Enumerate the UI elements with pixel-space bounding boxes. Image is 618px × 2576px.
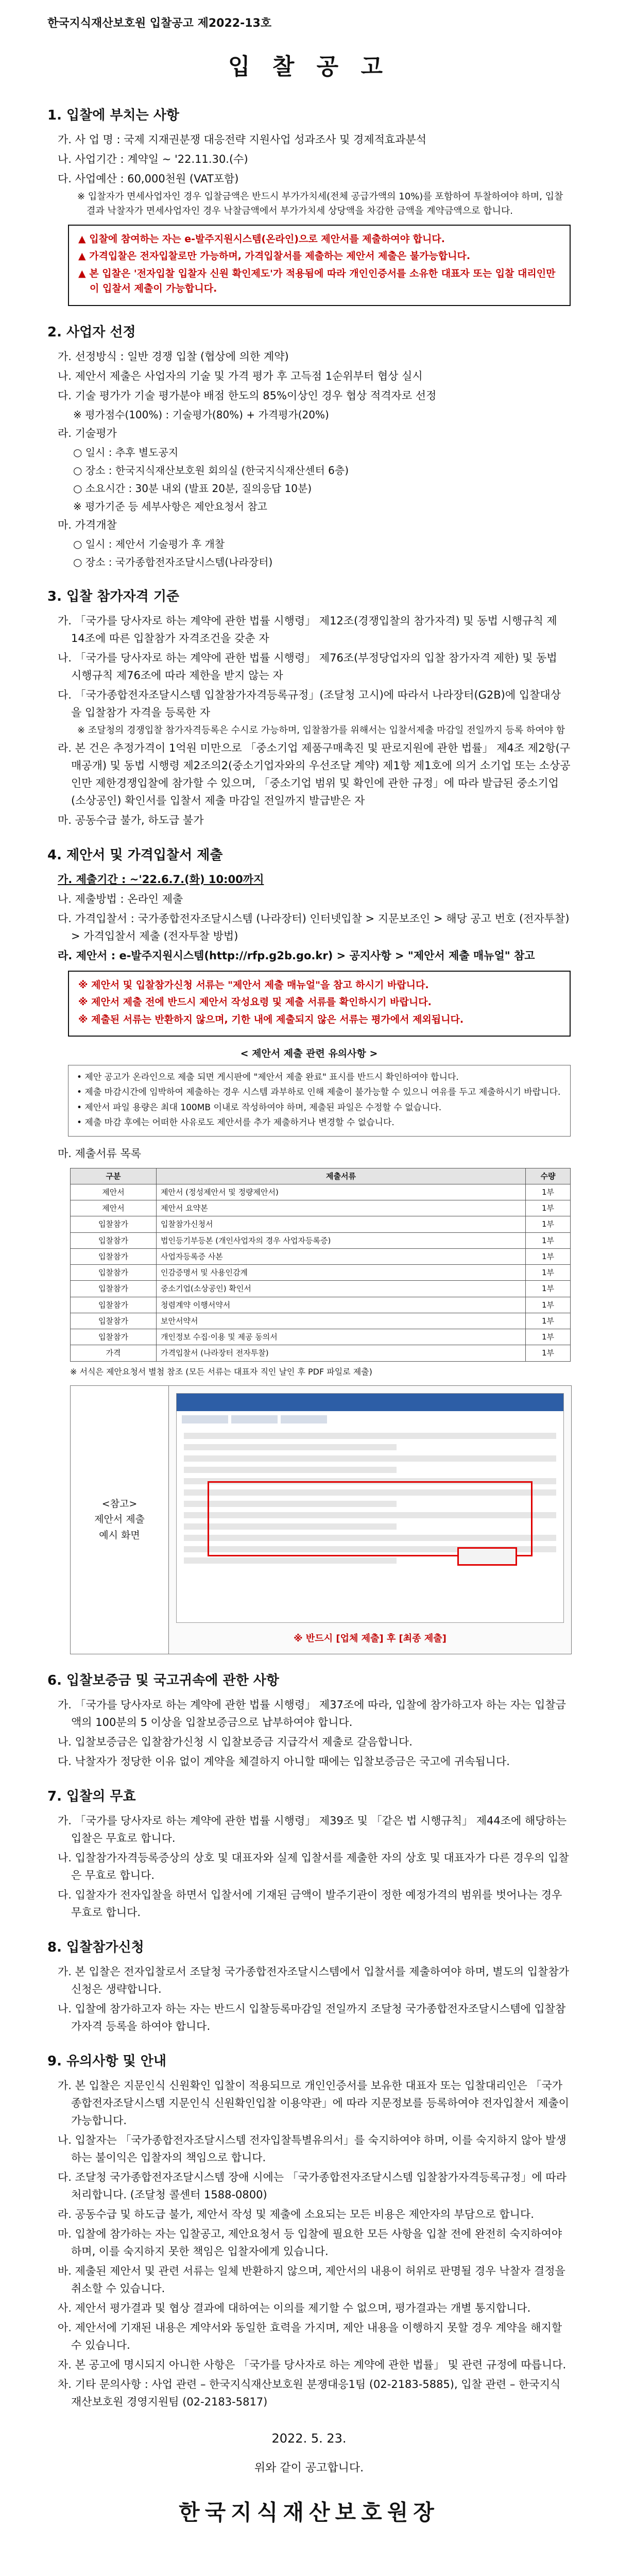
guide-line: • 제안 공고가 온라인으로 제출 되면 게시판에 "제안서 제출 완료" 표시를 반드시 확인하여야 합니다. [77,1072,459,1083]
section-title: 1. 입찰에 부치는 사항 [47,108,180,123]
text-line: 다. 사업예산 : 60,000천원 (VAT포함) [58,173,239,185]
column-header: 구분 [71,1168,157,1184]
table-cell: 입찰참가 [71,1281,157,1297]
figure-caption-line: <참고> [101,1498,138,1510]
text-line: 가. 본 입찰은 지문인식 신원확인 입찰이 적용되므로 개인인증서를 보유한 대표자 또는 입찰대리인은 「국가종합전자조달시스템 지문인식 신원확인입찰 이용약관」에 따라 지문정보를 등록하여야 전자입찰서 제출이 가능합니다. [58,2079,569,2127]
text-line: 사. 제안서 평가결과 및 협상 결과에 대하여는 이의를 제기할 수 없으며, 평가결과는 개별 통지합니다. [58,2301,531,2314]
table-cell: 가격 [71,1345,157,1361]
screenshot-row [184,1455,556,1462]
figure-caption-line: 예시 화면 [99,1529,140,1541]
list-title: 마. 제출서류 목록 [58,1147,142,1160]
table-cell: 청렴계약 이행서약서 [157,1297,526,1313]
column-header: 제출서류 [157,1168,526,1184]
table-cell: 제안서 (정성제안서 및 정량제안서) [157,1184,526,1200]
table-cell: 입찰참가 [71,1297,157,1313]
table-row [71,1345,571,1361]
table-row [71,1248,571,1264]
table-cell: 입찰참가 [71,1329,157,1345]
screenshot-highlight-box [208,1481,533,1556]
table-cell: 1부 [526,1184,571,1200]
table-cell: 입찰참가 [71,1216,157,1232]
sub-line: ○ 일시 : 제안서 기술평가 후 개찰 [73,537,225,550]
table-row [71,1329,571,1345]
table-cell: 입찰참가 [71,1313,157,1329]
text-line: 다. 조달청 국가종합전자조달시스템 장애 시에는 「국가종합전자조달시스템 입찰참가자격등록규정」에 따라 처리합니다. (조달청 콜센터 1588-0800) [58,2171,566,2201]
table-cell: 법인등기부등본 (개인사업자의 경우 사업자등록증) [157,1232,526,1248]
text-line: 나. 입찰보증금은 입찰참가신청 시 입찰보증금 지급각서 제출로 갈음합니다. [58,1735,413,1748]
sub-line: ※ 평가기준 등 세부사항은 제안요청서 참고 [73,500,267,513]
sub-line: ○ 일시 : 추후 별도공지 [73,446,179,459]
documents-table [70,1168,571,1362]
table-row [71,1313,571,1329]
text-line: 다. 낙찰자가 정당한 이유 없이 계약을 체결하지 아니할 때에는 입찰보증금은 국고에 귀속됩니다. [58,1755,510,1768]
guide-line: • 제출 마감시간에 임박하여 제출하는 경우 시스템 과부하로 인해 제출이 불가능할 수 있으니 여유를 두고 제출하시기 바랍니다. [77,1087,561,1098]
section-submission [47,844,571,1654]
guide-line: • 제출 마감 후에는 어떠한 사유로도 제안서를 추가 제출하거나 변경할 수 없습니다. [77,1117,394,1128]
table-cell: 1부 [526,1297,571,1313]
figure-caption [71,1386,169,1654]
notice-line: ※ 제안서 및 입찰참가신청 서류는 "제안서 제출 매뉴얼"을 참고 하시기 바랍니다. [78,979,429,991]
text-line: 라. 제안서 : e-발주지원시스템(http://rfp.g2b.go.kr) > 공지사항 > "제안서 제출 매뉴얼" 참고 [58,949,535,962]
table-cell: 제안서 [71,1200,157,1216]
text-line: 나. 입찰자는 「국가종합전자조달시스템 전자입찰특별유의서」를 숙지하여야 하며, 이를 숙지하지 않아 발생하는 불이익은 입찰자의 책임으로 합니다. [58,2133,566,2164]
screenshot-frame [176,1393,564,1623]
text-line: 나. 제출방법 : 온라인 제출 [58,892,183,905]
text-line: 자. 본 공고에 명시되지 아니한 사항은 「국가를 당사자로 하는 계약에 관한 법률」 및 관련 규정에 따릅니다. [58,2358,566,2371]
table-cell: 1부 [526,1265,571,1281]
section-title: 8. 입찰참가신청 [47,1939,144,1955]
table-row [71,1216,571,1232]
page-title: 입 찰 공 고 [228,54,390,80]
table-cell: 인감증명서 및 사용인감계 [157,1265,526,1281]
text-line: 라. 본 건은 추정가격이 1억원 미만으로 「중소기업 제품구매촉진 및 판로지원에 관한 법률」 제4조 제2항(구매공개) 및 동법 시행령 제2조의2(중소기업자와의 우선조달 계약) 제1항 제1호에 의거 소기업 또는 소상공인만 제한경쟁입찰에 참가할 수 있으며, 「중소기업 범위 및 확인에 관한 규정」에 따라 발급된 중소기업(소상공인) 확인서를 입찰서 제출 마감일 전일까지 발급받은 자 [58,741,571,807]
table-cell: 1부 [526,1200,571,1216]
table-header-row [71,1168,571,1184]
text-line: 가. 「국가를 당사자로 하는 계약에 관한 법률 시행령」 제37조에 따라, 입찰에 참가하고자 하는 자는 입찰금액의 100분의 5 이상을 입찰보증금으로 납부하여야 합니다. [58,1698,566,1728]
notice-box [68,971,571,1037]
notice-line: ※ 제출된 서류는 반환하지 않으며, 기한 내에 제출되지 않은 서류는 평가에서 제외됩니다. [78,1013,464,1025]
issuer-name: 한국지식재산보호원장 [179,2500,439,2525]
text-line: 다. 「국가종합전자조달시스템 입찰참가자격등록규정」(조달청 고시)에 따라서 나라장터(G2B)에 입찰대상을 입찰참가 자격을 등록한 자 [58,688,561,719]
table-row [71,1281,571,1297]
section-bid-items [47,105,571,306]
notice-line: ▲ 가격입찰은 전자입찰로만 가능하며, 가격입찰서를 제출하는 제안서 제출은 불가능합니다. [78,250,471,262]
document-number: 한국지식재산보호원 입찰공고 제2022-13호 [47,17,272,30]
table-footnote: ※ 서식은 제안요청서 별첨 참조 (모든 서류는 대표자 직인 날인 후 PDF 파일로 제출) [70,1366,372,1377]
text-line: 나. 입찰참가자격등록증상의 상호 및 대표자와 실제 입찰서를 제출한 자의 상호 및 대표자가 다른 경우의 입찰은 무효로 합니다. [58,1851,569,1882]
table-cell: 사업자등록증 사본 [157,1248,526,1264]
note-line: ※ 입찰자가 면세사업자인 경우 입찰금액은 반드시 부가가치세(전체 공급가액의 10%)를 포함하여 투찰하여야 하며, 입찰결과 낙찰자가 면세사업자인 경우 낙찰금액에서 부가가치세 상당액을 차감한 금액을 계약금액으로 합니다. [77,191,563,216]
text-line: 차. 기타 문의사항 : 사업 관련 – 한국지식재산보호원 분쟁대응1팀 (02-2183-5885), 입찰 관련 – 한국지식재산보호원 경영지원팀 (02-2183-5817) [58,2378,561,2408]
table-row [71,1184,571,1200]
screenshot-row [184,1467,397,1473]
text-line: 가. 사 업 명 : 국제 지재권분쟁 대응전략 지원사업 성과조사 및 경제적효과분석 [58,133,427,146]
text-line: 바. 제출된 제안서 및 관련 서류는 일체 반환하지 않으며, 제안서의 내용이 허위로 판명될 경우 낙찰자 결정을 취소할 수 있습니다. [58,2264,565,2295]
section-title: 7. 입찰의 무효 [47,1788,136,1804]
text-line: 나. 사업기간 : 계약일 ~ '22.11.30.(수) [58,153,248,166]
section-selection [47,321,571,570]
table-cell: 제안서 [71,1184,157,1200]
text-line: 가. 「국가를 당사자로 하는 계약에 관한 법률 시행령」 제12조(경쟁입찰의 참가자격) 및 동법 시행규칙 제14조에 따른 입찰참가 자격조건을 갖춘 자 [58,614,557,645]
table-cell: 입찰참가 [71,1265,157,1281]
text-line: 마. 가격개찰 [58,518,117,531]
notice-box [68,225,571,306]
notice-line: ▲ 입찰에 참여하는 자는 e-발주지원시스템(온라인)으로 제안서를 제출하여야 합니다. [78,233,445,245]
text-line: 나. 제안서 제출은 사업자의 기술 및 가격 평가 후 고득점 1순위부터 협상 실시 [58,369,423,382]
text-line: 다. 기술 평가가 기술 평가분야 배점 한도의 85%이상인 경우 협상 적격자로 선정 [58,389,437,402]
table-cell: 개인정보 수집·이용 및 제공 동의서 [157,1329,526,1345]
table-row [71,1297,571,1313]
table-row [71,1265,571,1281]
table-cell: 1부 [526,1345,571,1361]
submission-deadline: 가. 제출기간 : ~'22.6.7.(화) 10:00까지 [58,873,264,886]
section-title: 4. 제안서 및 가격입찰서 제출 [47,847,223,863]
notice-line: ※ 제안서 제출 전에 반드시 제안서 작성요령 및 제출 서류를 확인하시기 바랍니다. [78,996,432,1008]
screenshot-row [184,1433,556,1439]
section-bid-bond [47,1670,571,1770]
screenshot-row [184,1557,397,1564]
sub-line: ○ 소요시간 : 30분 내외 (발표 20분, 질의응답 10분) [73,482,312,495]
screenshot-header-bar [177,1394,563,1411]
text-line: 라. 기술평가 [58,427,117,439]
section-registration [47,1937,571,2035]
table-cell: 1부 [526,1216,571,1232]
table-cell: 1부 [526,1281,571,1297]
text-line: 나. 입찰에 참가하고자 하는 자는 반드시 입찰등록마감일 전일까지 조달청 국가종합전자조달시스템에 입찰참가자격 등록을 하여야 합니다. [58,2002,566,2032]
section-eligibility [47,586,571,829]
screenshot-tab [231,1415,278,1423]
screenshot-row [184,1444,397,1450]
figure-note: ※ 반드시 [업체 제출] 후 [최종 제출] [294,1633,447,1644]
text-line: 다. 입찰자가 전자입찰을 하면서 입찰서에 기재된 금액이 발주기관이 정한 예정가격의 범위를 벗어나는 경우 무효로 합니다. [58,1888,562,1919]
screenshot-tabs [177,1411,563,1428]
table-cell: 중소기업(소상공인) 확인서 [157,1281,526,1297]
table-row [71,1200,571,1216]
table-cell: 입찰참가 [71,1248,157,1264]
text-line: 가. 선정방식 : 일반 경쟁 입찰 (협상에 의한 계약) [58,350,289,363]
table-cell: 1부 [526,1313,571,1329]
screenshot-tab [182,1415,228,1423]
table-row [71,1232,571,1248]
text-line: 가. 「국가를 당사자로 하는 계약에 관한 법률 시행령」 제39조 및 「같은 법 시행규칙」 제44조에 해당하는 입찰은 무효로 합니다. [58,1814,567,1844]
table-cell: 1부 [526,1248,571,1264]
text-line: 가. 본 입찰은 전자입찰로서 조달청 국가종합전자조달시스템에서 입찰서를 제출하여야 하며, 별도의 입찰참가신청은 생략합니다. [58,1965,569,1995]
sub-line: ○ 장소 : 한국지식재산보호원 회의실 (한국지식재산센터 6층) [73,464,349,477]
screenshot-submit-button-highlight [457,1547,517,1566]
guide-box [68,1065,571,1137]
text-line: 마. 공동수급 불가, 하도급 불가 [58,814,204,826]
section-title: 6. 입찰보증금 및 국고귀속에 관한 사항 [47,1672,279,1688]
sub-line: ○ 장소 : 국가종합전자조달시스템(나라장터) [73,555,273,568]
guide-line: • 제안서 파일 용량은 최대 100MB 이내로 작성하여야 하며, 제출된 파일은 수정할 수 없습니다. [77,1102,442,1113]
note-line: ※ 조달청의 경쟁입찰 참가자격등록은 수시로 가능하며, 입찰참가를 위해서는 입찰서제출 마감일 전일까지 등록 하여야 함 [77,724,565,736]
sub-line: ※ 평가점수(100%) : 기술평가(80%) + 가격평가(20%) [73,408,329,421]
section-title: 2. 사업자 선정 [47,324,136,340]
section-title: 9. 유의사항 및 안내 [47,2053,166,2069]
text-line: 나. 「국가를 당사자로 하는 계약에 관한 법률 시행령」 제76조(부정당업자의 입찰 참가자격 제한) 및 동법 시행규칙 제76조에 따라 제한을 받지 않는 자 [58,651,557,682]
table-cell: 입찰참가신청서 [157,1216,526,1232]
figure-caption-line: 제안서 제출 [94,1514,145,1526]
table-cell: 제안서 요약본 [157,1200,526,1216]
notice-line: ▲ 본 입찰은 '전자입찰 입찰자 신원 확인제도'가 적용됨에 따라 개인인증서를 소유한 대표자 또는 입찰 대리인만이 입찰서 제출이 가능합니다. [78,267,556,295]
text-line: 라. 공동수급 및 하도급 불가, 제안서 작성 및 제출에 소요되는 모든 비용은 제안자의 부담으로 합니다. [58,2208,534,2221]
text-line: 마. 입찰에 참가하는 자는 입찰공고, 제안요청서 등 입찰에 필요한 모든 사항을 입찰 전에 완전히 숙지하여야 하며, 이를 숙지하지 못한 책임은 입찰자에게 있습니다. [58,2227,562,2258]
table-cell: 보안서약서 [157,1313,526,1329]
table-cell: 가격입찰서 (나라장터 전자투찰) [157,1345,526,1361]
submission-example-figure [70,1385,572,1654]
table-cell: 1부 [526,1329,571,1345]
closing-statement: 위와 같이 공고합니다. [254,2462,364,2475]
column-header: 수량 [526,1168,571,1184]
table-cell: 1부 [526,1232,571,1248]
section-notes [47,2050,571,2411]
text-line: 아. 제안서에 기재된 내용은 계약서와 동일한 효력을 가지며, 제안 내용을 이행하지 못할 경우 계약을 해지할 수 있습니다. [58,2321,562,2351]
example-screenshot [169,1386,571,1654]
screenshot-tab [281,1415,327,1423]
guide-title: < 제안서 제출 관련 유의사항 > [240,1048,378,1060]
section-title: 3. 입찰 참가자격 기준 [47,588,180,604]
table-cell: 입찰참가 [71,1232,157,1248]
text-line: 다. 가격입찰서 : 국가종합전자조달시스템 (나라장터) 인터넷입찰 > 지문보조인 > 해당 공고 번호 (전자투찰) > 가격입찰서 제출 (전자투찰 방법) [58,912,570,942]
section-invalid-bids [47,1786,571,1921]
announcement-date: 2022. 5. 23. [271,2431,347,2446]
